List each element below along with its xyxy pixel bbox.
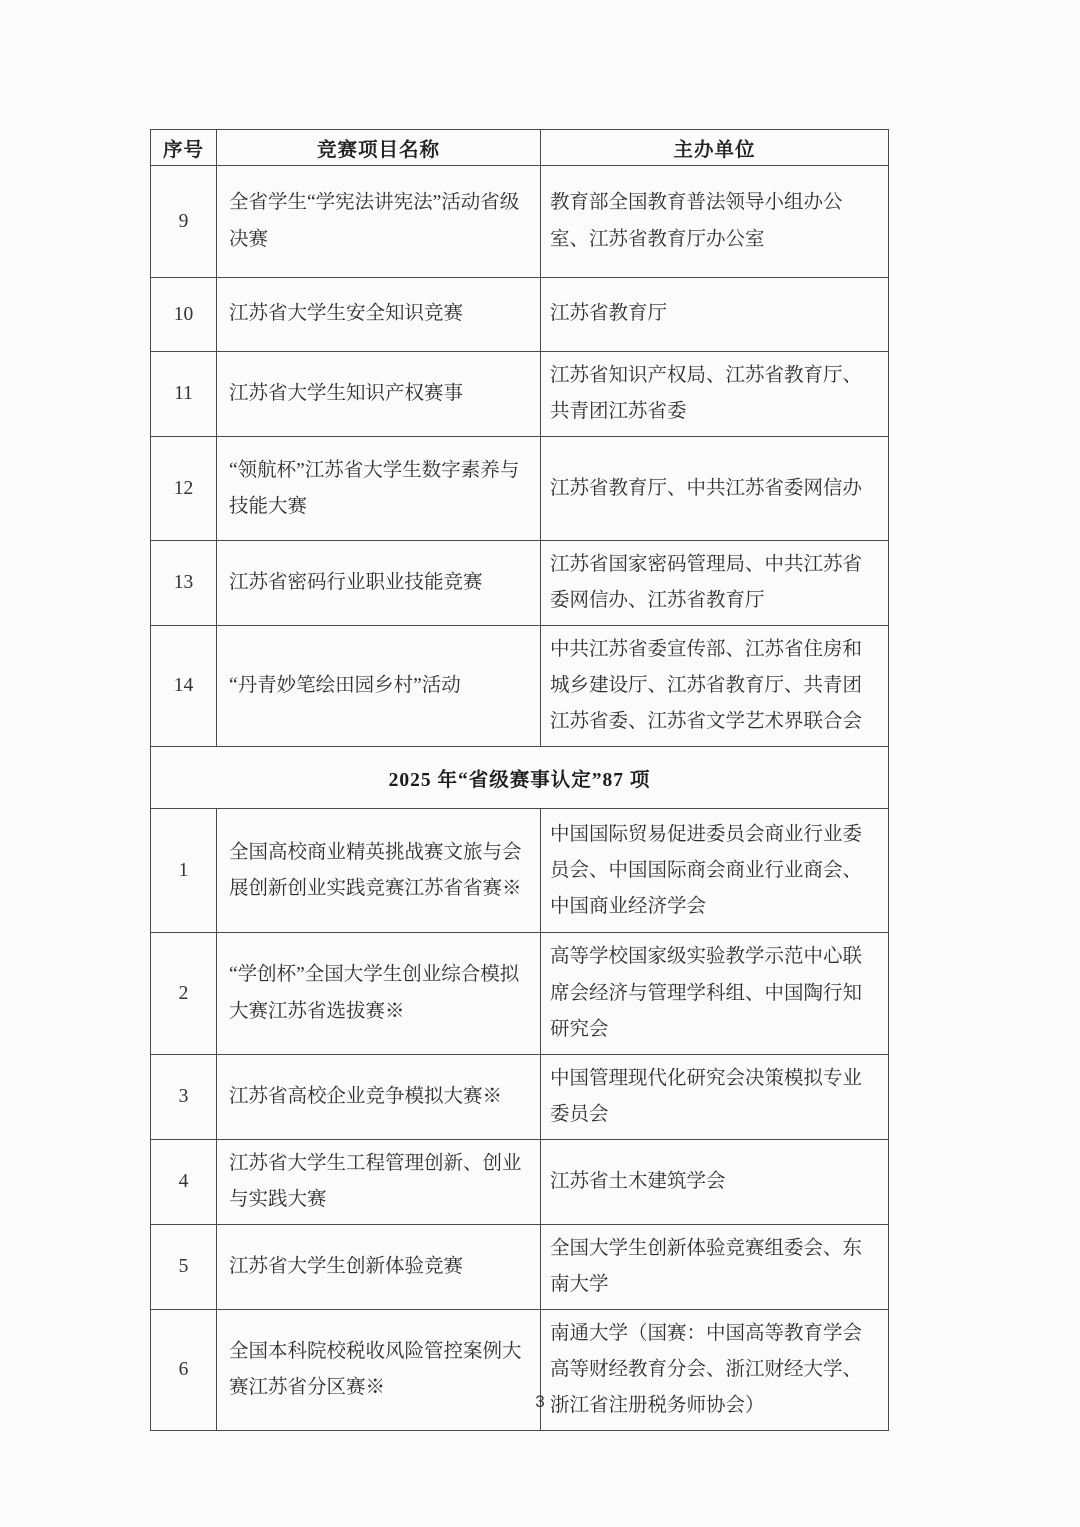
table-row	[151, 1054, 889, 1139]
organizer-cell: 南通大学（国赛：中国高等教育学会高等财经教育分会、浙江财经大学、浙江省注册税务师协会）	[541, 1310, 889, 1431]
table-row	[151, 541, 889, 626]
organizer-cell: 中国国际贸易促进委员会商业行业委员会、中国国际商会商业行业商会、中国商业经济学会	[541, 809, 889, 933]
table-header-row	[151, 130, 889, 166]
competition-name-cell: “学创杯”全国大学生创业综合模拟大赛江苏省选拔赛※	[217, 933, 541, 1054]
organizer-cell: 中共江苏省委宣传部、江苏省住房和城乡建设厅、江苏省教育厅、共青团江苏省委、江苏省文学艺术界联合会	[541, 626, 889, 747]
competition-name-cell: 江苏省高校企业竞争模拟大赛※	[217, 1054, 541, 1139]
table-row	[151, 1139, 889, 1224]
header-serial-number: 序号	[151, 130, 217, 166]
competition-name-cell: 江苏省密码行业职业技能竞赛	[217, 541, 541, 626]
page-number: 3	[535, 1392, 545, 1411]
competition-name-cell: 江苏省大学生知识产权赛事	[217, 352, 541, 437]
organizer-cell: 江苏省国家密码管理局、中共江苏省委网信办、江苏省教育厅	[541, 541, 889, 626]
row-number-cell: 4	[151, 1139, 217, 1224]
organizer-cell: 全国大学生创新体验竞赛组委会、东南大学	[541, 1224, 889, 1309]
row-number-cell: 12	[151, 437, 217, 541]
row-number-cell: 3	[151, 1054, 217, 1139]
table-row	[151, 809, 889, 933]
organizer-cell: 江苏省土木建筑学会	[541, 1139, 889, 1224]
row-number-cell: 13	[151, 541, 217, 626]
row-number-cell: 5	[151, 1224, 217, 1309]
section-title-row	[151, 747, 889, 809]
organizer-cell: 中国管理现代化研究会决策模拟专业委员会	[541, 1054, 889, 1139]
competition-name-cell: 全省学生“学宪法讲宪法”活动省级决赛	[217, 166, 541, 278]
table-row	[151, 437, 889, 541]
competition-name-cell: 江苏省大学生创新体验竞赛	[217, 1224, 541, 1309]
row-number-cell: 2	[151, 933, 217, 1054]
row-number-cell: 14	[151, 626, 217, 747]
table-row	[151, 166, 889, 278]
header-competition-name: 竞赛项目名称	[217, 130, 541, 166]
organizer-cell: 教育部全国教育普法领导小组办公室、江苏省教育厅办公室	[541, 166, 889, 278]
competition-name-cell: 江苏省大学生安全知识竞赛	[217, 278, 541, 352]
organizer-cell: 江苏省知识产权局、江苏省教育厅、共青团江苏省委	[541, 352, 889, 437]
table-row	[151, 1224, 889, 1309]
competition-name-cell: “丹青妙笔绘田园乡村”活动	[217, 626, 541, 747]
table-row	[151, 352, 889, 437]
table-row	[151, 626, 889, 747]
organizer-cell: 江苏省教育厅、中共江苏省委网信办	[541, 437, 889, 541]
competition-name-cell: 全国高校商业精英挑战赛文旅与会展创新创业实践竞赛江苏省省赛※	[217, 809, 541, 933]
table-row	[151, 278, 889, 352]
competition-name-cell: “领航杯”江苏省大学生数字素养与技能大赛	[217, 437, 541, 541]
row-number-cell: 6	[151, 1310, 217, 1431]
header-organizer: 主办单位	[541, 130, 889, 166]
competition-name-cell: 江苏省大学生工程管理创新、创业与实践大赛	[217, 1139, 541, 1224]
organizer-cell: 高等学校国家级实验教学示范中心联席会经济与管理学科组、中国陶行知研究会	[541, 933, 889, 1054]
table-row	[151, 933, 889, 1054]
table-row	[151, 1310, 889, 1431]
organizer-cell: 江苏省教育厅	[541, 278, 889, 352]
row-number-cell: 10	[151, 278, 217, 352]
row-number-cell: 1	[151, 809, 217, 933]
row-number-cell: 11	[151, 352, 217, 437]
row-number-cell: 9	[151, 166, 217, 278]
competition-name-cell: 全国本科院校税收风险管控案例大赛江苏省分区赛※	[217, 1310, 541, 1431]
section-title: 2025 年“省级赛事认定”87 项	[151, 747, 889, 809]
competition-table	[150, 129, 889, 1431]
